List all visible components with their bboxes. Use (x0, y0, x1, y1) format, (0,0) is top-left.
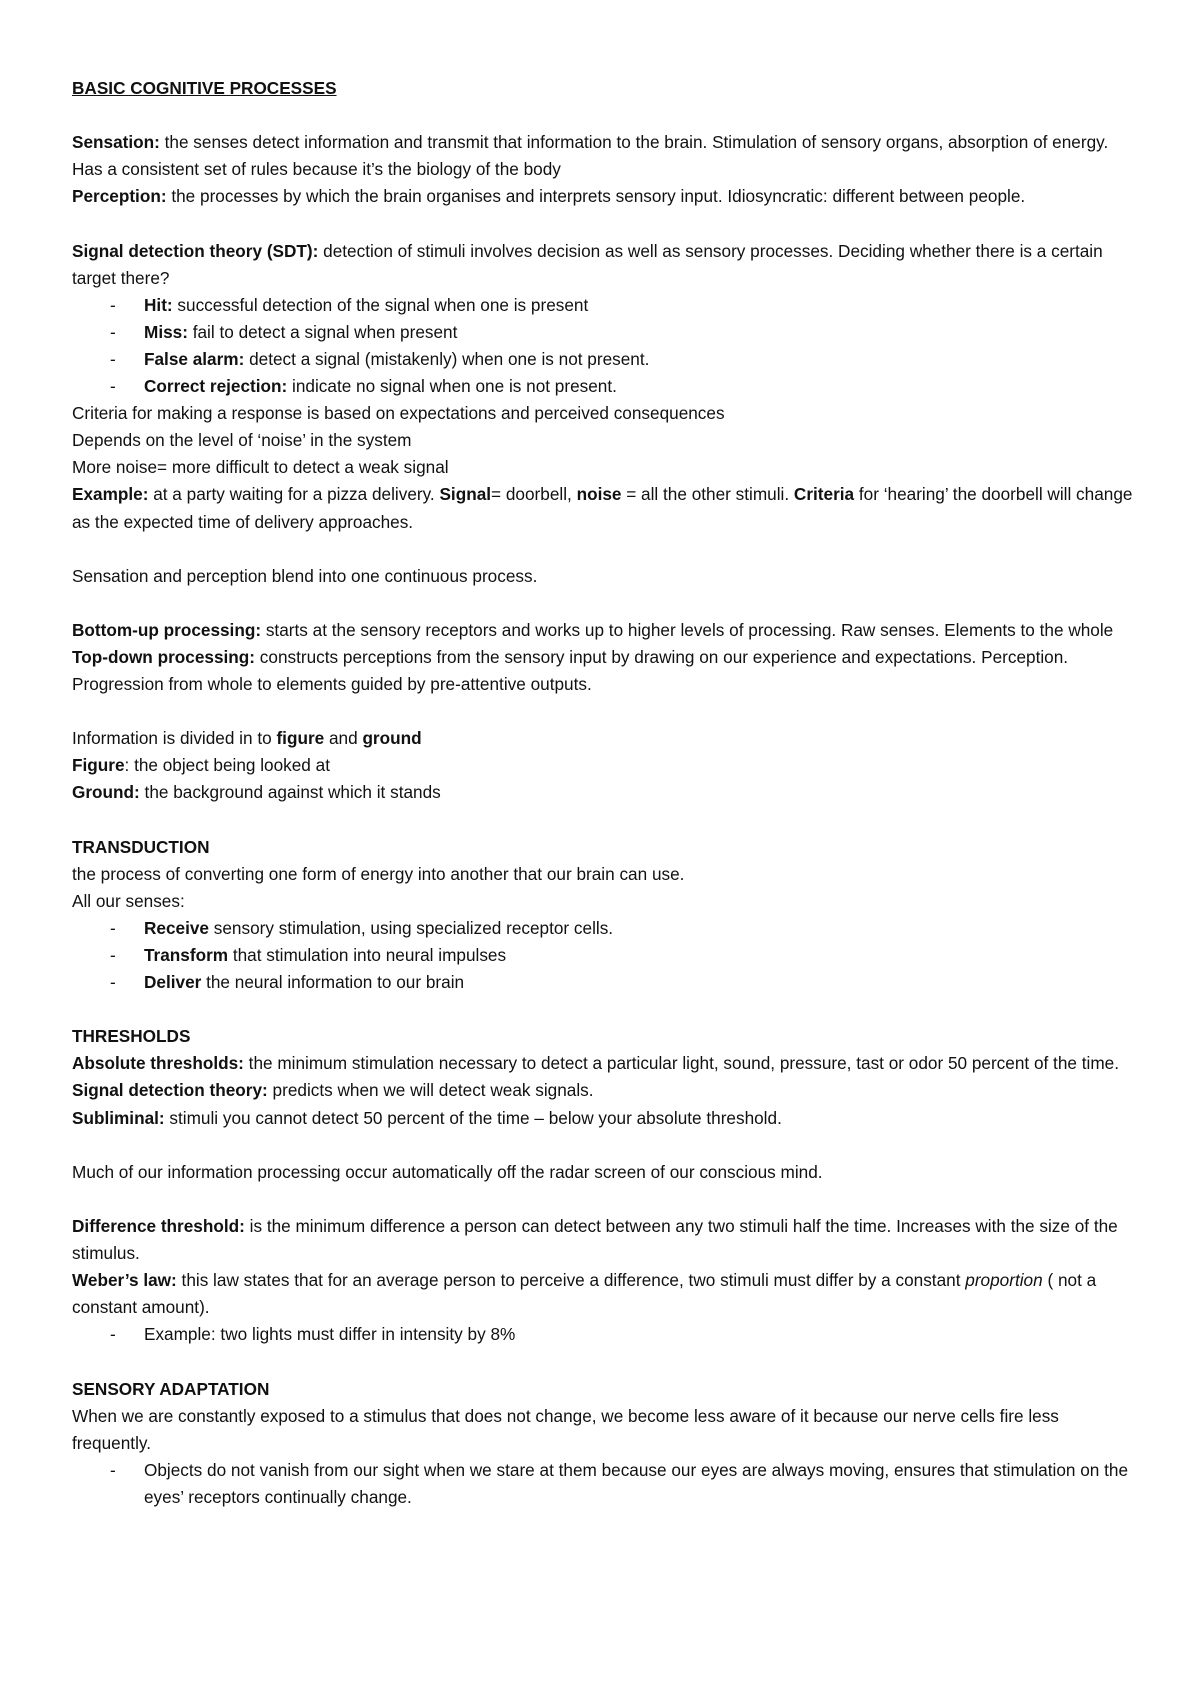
text-run: the background against which it stands (139, 782, 441, 803)
bold-text: Bottom-up processing: (72, 619, 262, 640)
bold-text: noise (576, 484, 622, 505)
bold-text: figure (276, 728, 325, 749)
paragraph (72, 1159, 1140, 1186)
bold-text: ground (362, 728, 422, 749)
blank-line (72, 1132, 1140, 1159)
text-run: stimuli you cannot detect 50 percent of the time – below your absolute threshold. (164, 1107, 782, 1128)
bold-text: Signal detection theory: (72, 1080, 268, 1101)
paragraph (72, 1376, 1140, 1403)
text-run: ( not a constant amount). (72, 1270, 1097, 1318)
text-run: is the minimum difference a person can detect between any two stimuli half the time. Increases with the size of the stimulus. (72, 1215, 1118, 1264)
text-run: the process of converting one form of energy into another that our brain can use. (72, 863, 685, 884)
paragraph (72, 888, 1140, 915)
text-run: that stimulation into neural impulses (228, 945, 507, 965)
text-run: the neural information to our brain (201, 972, 465, 993)
list-item (72, 915, 1140, 942)
text-run: = doorbell, (491, 484, 577, 505)
bold-text: Criteria (793, 484, 855, 505)
bold-text: Miss: (144, 321, 188, 342)
paragraph (72, 1077, 1140, 1104)
blank-line (72, 536, 1140, 563)
text-run: constructs perceptions from the sensory input by drawing on our experience and expectations. Perception. Progression from whole to elements guided by pre-attentive outputs. (72, 646, 1069, 695)
bold-text: Signal detection theory (SDT): (72, 240, 319, 261)
paragraph (72, 725, 1140, 752)
bold-text: Correct rejection: (144, 376, 288, 397)
text-run: at a party waiting for a pizza delivery. (148, 484, 440, 505)
paragraph (72, 1213, 1140, 1267)
list-item (72, 373, 1140, 400)
paragraph (72, 563, 1140, 590)
bullet-list (72, 292, 1140, 400)
text-run: Objects do not vanish from our sight when we stare at them because our eyes are always moving, ensures that stimulation on the eyes’ receptors continually change. (144, 1459, 1129, 1507)
paragraph (72, 129, 1140, 183)
paragraph (72, 1050, 1140, 1077)
text-run: Sensation and perception blend into one continuous process. (72, 565, 538, 586)
bold-text: Deliver (144, 972, 202, 993)
blank-line (72, 807, 1140, 834)
bold-text: False alarm: (144, 348, 245, 369)
bullet-list (72, 915, 1140, 996)
blank-line (72, 210, 1140, 237)
text-run: fail to detect a signal when present (187, 321, 458, 342)
text-run: More noise= more difficult to detect a weak signal (72, 457, 449, 478)
bold-text: Difference threshold: (72, 1215, 245, 1236)
bold-text: Transform (144, 945, 229, 965)
text-run: detect a signal (mistakenly) when one is not present. (244, 348, 650, 369)
list-item (72, 969, 1140, 996)
blank-line (72, 590, 1140, 617)
bold-text: Perception: (72, 186, 167, 207)
text-run: When we are constantly exposed to a stimulus that does not change, we become less aware of it because our nerve cells fire less frequently. (72, 1405, 1059, 1453)
paragraph (72, 238, 1140, 292)
bold-text: Ground: (72, 782, 140, 803)
blank-line (72, 102, 1140, 129)
paragraph (72, 1023, 1140, 1050)
text-run: Criteria for making a response is based on expectations and perceived consequences (72, 403, 725, 424)
bold-text: SENSORY ADAPTATION (72, 1378, 270, 1399)
bold-text: Signal (439, 484, 492, 505)
bold-text: Weber’s law: (72, 1270, 177, 1291)
text-run: All our senses: (72, 890, 185, 911)
paragraph (72, 454, 1140, 481)
blank-line (72, 1186, 1140, 1213)
paragraph (72, 1403, 1140, 1457)
paragraph (72, 861, 1140, 888)
paragraph (72, 75, 1140, 102)
paragraph (72, 183, 1140, 210)
bold-text: Absolute thresholds: (72, 1053, 244, 1074)
bullet-list (72, 1321, 1140, 1348)
bullet-list (72, 1457, 1140, 1511)
document-page (72, 75, 1140, 1511)
text-run: detection of stimuli involves decision as well as sensory processes. Deciding whether there is a certain target there? (72, 240, 1103, 288)
bold-text: Sensation: (72, 132, 160, 153)
paragraph (72, 1105, 1140, 1132)
bold-text: Example: (72, 484, 149, 505)
text-run: successful detection of the signal when one is present (172, 294, 589, 315)
bold-text: Figure (72, 755, 125, 776)
bold-text: BASIC COGNITIVE PROCESSES (72, 78, 337, 98)
text-run: predicts when we will detect weak signals. (267, 1080, 594, 1101)
text-run: the senses detect information and transmit that information to the brain. Stimulation of sensory organs, absorption of energy. Has a consistent set of rules because it’s the biology of the body (72, 132, 1109, 180)
list-item (72, 319, 1140, 346)
text-run: = all the other stimuli. (621, 484, 794, 505)
text-run: starts at the sensory receptors and works up to higher levels of processing. Raw senses. Elements to the whole (261, 619, 1114, 640)
bold-text: THRESHOLDS (72, 1026, 191, 1047)
paragraph (72, 427, 1140, 454)
blank-line (72, 996, 1140, 1023)
italic-text: proportion (965, 1270, 1043, 1291)
paragraph (72, 779, 1140, 806)
text-run: Much of our information processing occur automatically off the radar screen of our conscious mind. (72, 1161, 823, 1182)
blank-line (72, 698, 1140, 725)
bold-text: Subliminal: (72, 1107, 165, 1128)
paragraph (72, 400, 1140, 427)
list-item (72, 1457, 1140, 1511)
text-run: and (324, 728, 363, 749)
text-run: the processes by which the brain organises and interprets sensory input. Idiosyncratic: different between people. (166, 186, 1026, 207)
list-item (72, 346, 1140, 373)
bold-text: Receive (144, 917, 209, 938)
paragraph (72, 481, 1140, 535)
list-item (72, 292, 1140, 319)
list-item (72, 1321, 1140, 1348)
list-item (72, 942, 1140, 969)
bold-text: TRANSDUCTION (72, 836, 210, 857)
text-run: : the object being looked at (124, 755, 330, 776)
text-run: for ‘hearing’ the doorbell will change as the expected time of delivery approaches. (72, 484, 1133, 532)
text-run: Depends on the level of ‘noise’ in the system (72, 430, 412, 451)
text-run: Information is divided in to (72, 728, 277, 749)
text-run: sensory stimulation, using specialized receptor cells. (208, 917, 614, 938)
paragraph (72, 834, 1140, 861)
paragraph (72, 752, 1140, 779)
text-run: indicate no signal when one is not present. (287, 376, 617, 397)
paragraph (72, 644, 1140, 698)
text-run: Example: two lights must differ in intensity by 8% (144, 1324, 516, 1345)
text-run: this law states that for an average person to perceive a difference, two stimuli must differ by a constant (176, 1270, 966, 1291)
bold-text: Top-down processing: (72, 646, 256, 667)
bold-text: Hit: (144, 294, 173, 315)
text-run: the minimum stimulation necessary to detect a particular light, sound, pressure, tast or odor 50 percent of the time. (243, 1053, 1119, 1074)
paragraph (72, 1267, 1140, 1321)
blank-line (72, 1348, 1140, 1375)
paragraph (72, 617, 1140, 644)
